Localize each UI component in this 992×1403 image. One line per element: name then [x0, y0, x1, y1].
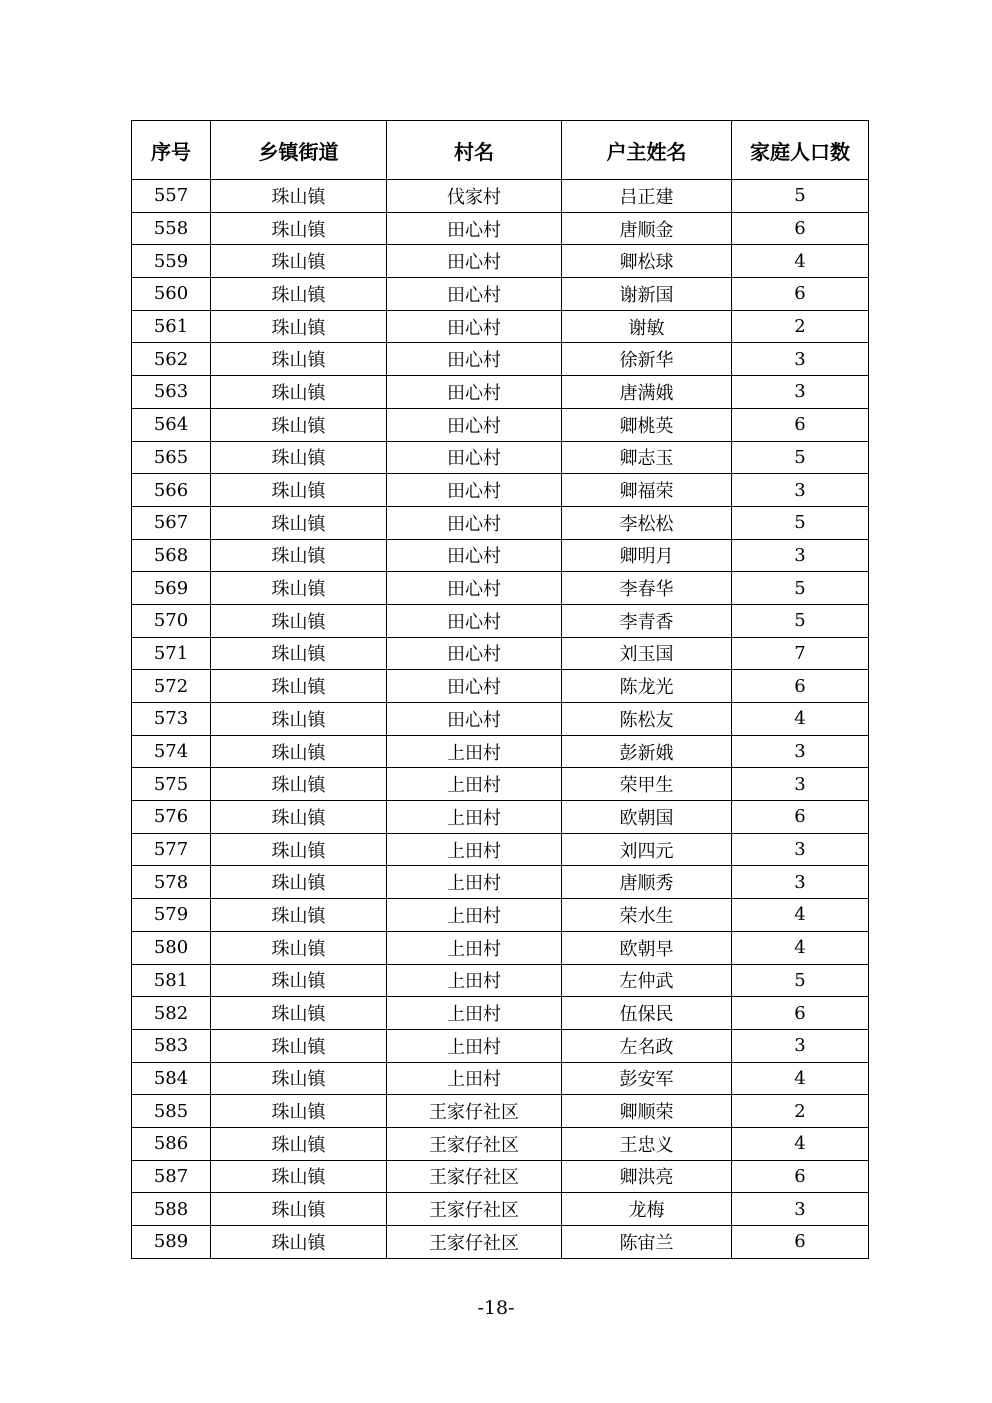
header-household-head: 户主姓名 — [562, 121, 732, 180]
cell-town: 珠山镇 — [211, 703, 387, 736]
cell-family-size: 3 — [732, 376, 869, 409]
cell-village: 上田村 — [387, 735, 562, 768]
cell-serial-number: 578 — [132, 866, 211, 899]
table-header-row — [132, 121, 869, 180]
cell-town: 珠山镇 — [211, 1127, 387, 1160]
cell-village: 王家仔社区 — [387, 1095, 562, 1128]
cell-household-head: 王忠义 — [562, 1127, 732, 1160]
cell-household-head: 欧朝国 — [562, 801, 732, 834]
cell-household-head: 谢新国 — [562, 278, 732, 311]
cell-household-head: 吕正建 — [562, 180, 732, 213]
table-row — [132, 997, 869, 1030]
table-row — [132, 539, 869, 572]
table-row — [132, 899, 869, 932]
cell-family-size: 6 — [732, 997, 869, 1030]
table-row — [132, 506, 869, 539]
cell-household-head: 卿福荣 — [562, 474, 732, 507]
cell-town: 珠山镇 — [211, 1029, 387, 1062]
cell-family-size: 6 — [732, 670, 869, 703]
cell-town: 珠山镇 — [211, 735, 387, 768]
cell-serial-number: 581 — [132, 964, 211, 997]
table-row — [132, 1095, 869, 1128]
table-row — [132, 1193, 869, 1226]
table-row — [132, 1226, 869, 1259]
table-row — [132, 1062, 869, 1095]
cell-household-head: 左名政 — [562, 1029, 732, 1062]
cell-town: 珠山镇 — [211, 899, 387, 932]
cell-family-size: 3 — [732, 343, 869, 376]
cell-village: 上田村 — [387, 899, 562, 932]
cell-town: 珠山镇 — [211, 637, 387, 670]
cell-household-head: 彭安军 — [562, 1062, 732, 1095]
cell-village: 田心村 — [387, 539, 562, 572]
table-row — [132, 408, 869, 441]
cell-town: 珠山镇 — [211, 245, 387, 278]
cell-serial-number: 576 — [132, 801, 211, 834]
header-family-size: 家庭人口数 — [732, 121, 869, 180]
cell-serial-number: 587 — [132, 1160, 211, 1193]
cell-village: 上田村 — [387, 1062, 562, 1095]
cell-village: 田心村 — [387, 572, 562, 605]
cell-household-head: 龙梅 — [562, 1193, 732, 1226]
cell-serial-number: 559 — [132, 245, 211, 278]
cell-serial-number: 573 — [132, 703, 211, 736]
cell-town: 珠山镇 — [211, 376, 387, 409]
cell-household-head: 陈宙兰 — [562, 1226, 732, 1259]
cell-town: 珠山镇 — [211, 506, 387, 539]
header-town: 乡镇街道 — [211, 121, 387, 180]
table-row — [132, 572, 869, 605]
cell-serial-number: 586 — [132, 1127, 211, 1160]
cell-family-size: 7 — [732, 637, 869, 670]
cell-household-head: 陈龙光 — [562, 670, 732, 703]
cell-household-head: 卿志玉 — [562, 441, 732, 474]
cell-village: 上田村 — [387, 931, 562, 964]
cell-village: 上田村 — [387, 964, 562, 997]
cell-town: 珠山镇 — [211, 997, 387, 1030]
cell-village: 田心村 — [387, 670, 562, 703]
table-row — [132, 441, 869, 474]
cell-town: 珠山镇 — [211, 931, 387, 964]
cell-village: 田心村 — [387, 245, 562, 278]
cell-village: 上田村 — [387, 801, 562, 834]
table-row — [132, 703, 869, 736]
cell-village: 田心村 — [387, 310, 562, 343]
cell-village: 田心村 — [387, 212, 562, 245]
cell-serial-number: 563 — [132, 376, 211, 409]
cell-village: 田心村 — [387, 343, 562, 376]
cell-village: 上田村 — [387, 1029, 562, 1062]
cell-serial-number: 585 — [132, 1095, 211, 1128]
cell-household-head: 彭新娥 — [562, 735, 732, 768]
cell-town: 珠山镇 — [211, 441, 387, 474]
cell-serial-number: 588 — [132, 1193, 211, 1226]
cell-town: 珠山镇 — [211, 1062, 387, 1095]
cell-family-size: 3 — [732, 1193, 869, 1226]
cell-town: 珠山镇 — [211, 801, 387, 834]
cell-village: 上田村 — [387, 833, 562, 866]
cell-serial-number: 557 — [132, 180, 211, 213]
cell-family-size: 4 — [732, 703, 869, 736]
table-row — [132, 833, 869, 866]
cell-serial-number: 570 — [132, 604, 211, 637]
cell-household-head: 谢敏 — [562, 310, 732, 343]
table-row — [132, 1160, 869, 1193]
table-row — [132, 801, 869, 834]
cell-serial-number: 565 — [132, 441, 211, 474]
cell-town: 珠山镇 — [211, 866, 387, 899]
cell-household-head: 刘四元 — [562, 833, 732, 866]
cell-family-size: 3 — [732, 768, 869, 801]
cell-household-head: 刘玉国 — [562, 637, 732, 670]
cell-family-size: 3 — [732, 474, 869, 507]
cell-town: 珠山镇 — [211, 1226, 387, 1259]
cell-family-size: 5 — [732, 180, 869, 213]
table-row — [132, 180, 869, 213]
table-row — [132, 343, 869, 376]
table-row — [132, 866, 869, 899]
cell-serial-number: 575 — [132, 768, 211, 801]
cell-family-size: 3 — [732, 1029, 869, 1062]
cell-serial-number: 566 — [132, 474, 211, 507]
cell-family-size: 6 — [732, 278, 869, 311]
cell-village: 王家仔社区 — [387, 1127, 562, 1160]
cell-town: 珠山镇 — [211, 180, 387, 213]
cell-household-head: 李春华 — [562, 572, 732, 605]
cell-family-size: 5 — [732, 506, 869, 539]
cell-household-head: 卿洪亮 — [562, 1160, 732, 1193]
cell-family-size: 2 — [732, 310, 869, 343]
cell-family-size: 6 — [732, 1160, 869, 1193]
table-row — [132, 1127, 869, 1160]
cell-village: 王家仔社区 — [387, 1160, 562, 1193]
cell-household-head: 卿明月 — [562, 539, 732, 572]
cell-village: 伐家村 — [387, 180, 562, 213]
cell-village: 田心村 — [387, 506, 562, 539]
cell-town: 珠山镇 — [211, 768, 387, 801]
cell-serial-number: 558 — [132, 212, 211, 245]
table-row — [132, 735, 869, 768]
table-body — [132, 180, 869, 1259]
cell-household-head: 徐新华 — [562, 343, 732, 376]
cell-serial-number: 583 — [132, 1029, 211, 1062]
cell-household-head: 陈松友 — [562, 703, 732, 736]
cell-serial-number: 577 — [132, 833, 211, 866]
table-row — [132, 278, 869, 311]
cell-household-head: 唐满娥 — [562, 376, 732, 409]
cell-town: 珠山镇 — [211, 964, 387, 997]
page-number: -18- — [477, 1297, 515, 1319]
cell-village: 上田村 — [387, 768, 562, 801]
cell-town: 珠山镇 — [211, 212, 387, 245]
cell-household-head: 卿桃英 — [562, 408, 732, 441]
cell-serial-number: 572 — [132, 670, 211, 703]
cell-town: 珠山镇 — [211, 278, 387, 311]
cell-household-head: 唐顺秀 — [562, 866, 732, 899]
cell-serial-number: 569 — [132, 572, 211, 605]
cell-serial-number: 589 — [132, 1226, 211, 1259]
table-row — [132, 376, 869, 409]
cell-serial-number: 561 — [132, 310, 211, 343]
cell-serial-number: 564 — [132, 408, 211, 441]
cell-serial-number: 574 — [132, 735, 211, 768]
cell-family-size: 5 — [732, 964, 869, 997]
cell-village: 田心村 — [387, 376, 562, 409]
cell-village: 王家仔社区 — [387, 1226, 562, 1259]
cell-household-head: 李松松 — [562, 506, 732, 539]
cell-village: 田心村 — [387, 703, 562, 736]
table-row — [132, 604, 869, 637]
cell-household-head: 欧朝早 — [562, 931, 732, 964]
cell-family-size: 3 — [732, 735, 869, 768]
cell-village: 田心村 — [387, 408, 562, 441]
header-serial-number: 序号 — [132, 121, 211, 180]
cell-family-size: 4 — [732, 245, 869, 278]
cell-town: 珠山镇 — [211, 408, 387, 441]
cell-village: 田心村 — [387, 278, 562, 311]
cell-household-head: 李青香 — [562, 604, 732, 637]
cell-family-size: 6 — [732, 212, 869, 245]
table-row — [132, 768, 869, 801]
table-row — [132, 670, 869, 703]
cell-household-head: 左仲武 — [562, 964, 732, 997]
cell-family-size: 4 — [732, 899, 869, 932]
cell-village: 上田村 — [387, 997, 562, 1030]
cell-family-size: 3 — [732, 833, 869, 866]
cell-household-head: 伍保民 — [562, 997, 732, 1030]
cell-village: 上田村 — [387, 866, 562, 899]
cell-town: 珠山镇 — [211, 1193, 387, 1226]
cell-village: 田心村 — [387, 441, 562, 474]
cell-family-size: 4 — [732, 1062, 869, 1095]
cell-family-size: 4 — [732, 931, 869, 964]
cell-town: 珠山镇 — [211, 539, 387, 572]
cell-town: 珠山镇 — [211, 670, 387, 703]
cell-serial-number: 579 — [132, 899, 211, 932]
cell-family-size: 5 — [732, 604, 869, 637]
table-row — [132, 931, 869, 964]
cell-family-size: 3 — [732, 539, 869, 572]
cell-town: 珠山镇 — [211, 572, 387, 605]
cell-town: 珠山镇 — [211, 833, 387, 866]
cell-family-size: 4 — [732, 1127, 869, 1160]
cell-village: 王家仔社区 — [387, 1193, 562, 1226]
cell-family-size: 6 — [732, 801, 869, 834]
cell-village: 田心村 — [387, 637, 562, 670]
cell-family-size: 6 — [732, 408, 869, 441]
cell-household-head: 荣甲生 — [562, 768, 732, 801]
cell-household-head: 唐顺金 — [562, 212, 732, 245]
cell-town: 珠山镇 — [211, 1160, 387, 1193]
table-row — [132, 245, 869, 278]
household-table — [131, 120, 869, 1259]
cell-family-size: 6 — [732, 1226, 869, 1259]
cell-town: 珠山镇 — [211, 604, 387, 637]
cell-serial-number: 584 — [132, 1062, 211, 1095]
cell-serial-number: 562 — [132, 343, 211, 376]
cell-serial-number: 568 — [132, 539, 211, 572]
table-row — [132, 637, 869, 670]
cell-town: 珠山镇 — [211, 310, 387, 343]
header-village: 村名 — [387, 121, 562, 180]
cell-village: 田心村 — [387, 604, 562, 637]
table-row — [132, 310, 869, 343]
cell-town: 珠山镇 — [211, 343, 387, 376]
table-row — [132, 964, 869, 997]
cell-family-size: 5 — [732, 441, 869, 474]
cell-family-size: 5 — [732, 572, 869, 605]
cell-village: 田心村 — [387, 474, 562, 507]
cell-serial-number: 571 — [132, 637, 211, 670]
cell-serial-number: 560 — [132, 278, 211, 311]
cell-town: 珠山镇 — [211, 1095, 387, 1128]
table-row — [132, 212, 869, 245]
table-row — [132, 1029, 869, 1062]
cell-household-head: 卿顺荣 — [562, 1095, 732, 1128]
cell-town: 珠山镇 — [211, 474, 387, 507]
cell-household-head: 荣水生 — [562, 899, 732, 932]
cell-family-size: 2 — [732, 1095, 869, 1128]
cell-household-head: 卿松球 — [562, 245, 732, 278]
cell-serial-number: 567 — [132, 506, 211, 539]
cell-serial-number: 580 — [132, 931, 211, 964]
cell-family-size: 3 — [732, 866, 869, 899]
table-row — [132, 474, 869, 507]
cell-serial-number: 582 — [132, 997, 211, 1030]
